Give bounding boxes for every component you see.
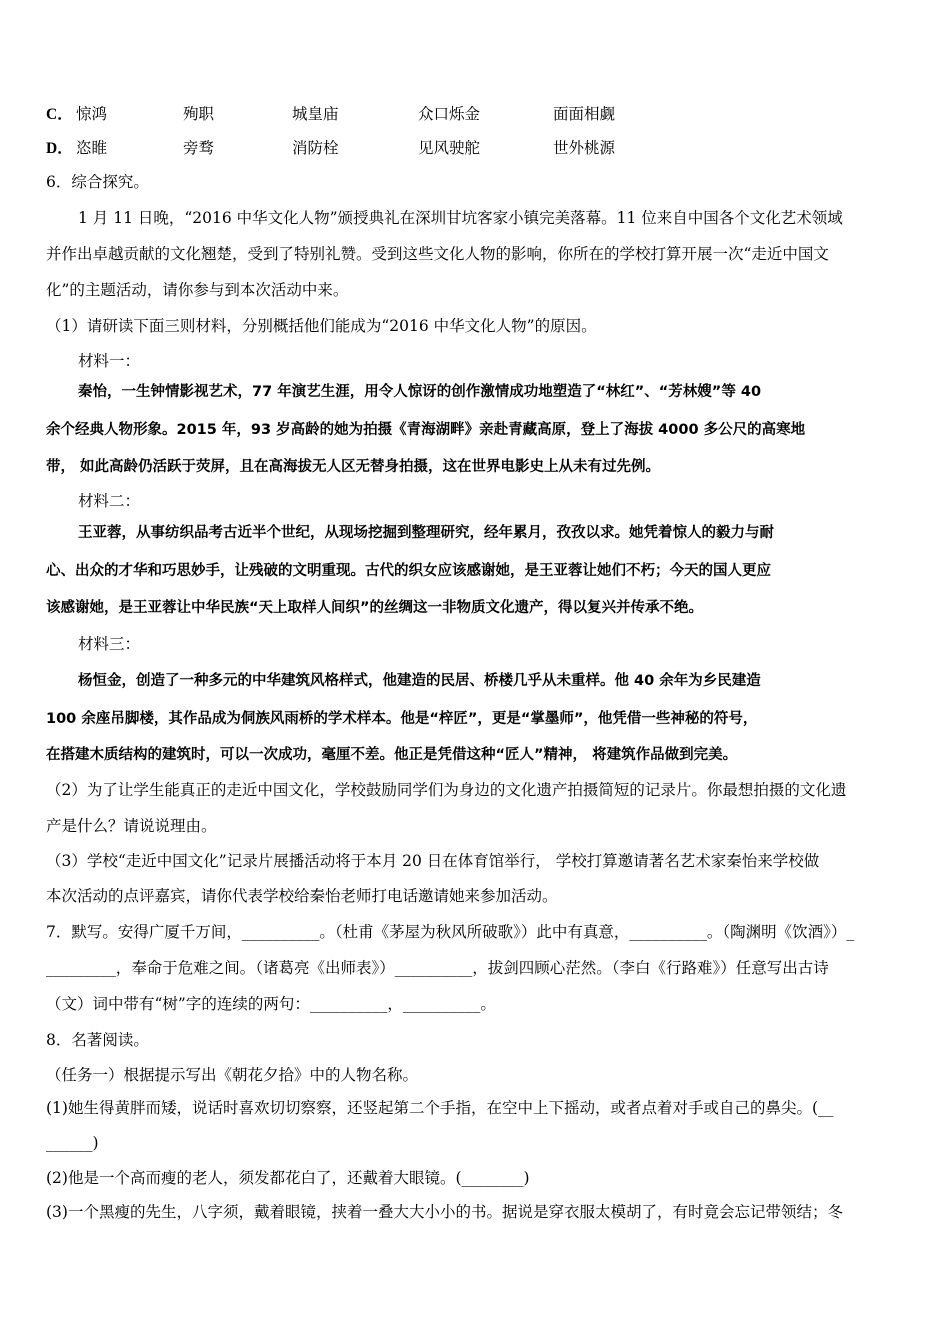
option-label: C． (46, 106, 73, 123)
question-title: 6．综合探究。 (46, 173, 149, 191)
material-2-title: 材料二： (78, 492, 141, 510)
fill-blank-line: （文）词中带有“树”字的连续的两句：__________，__________。 (46, 995, 496, 1013)
material-line: 心、出众的才华和巧思妙手，让残破的文明重现。古代的织女应该感谢她，是王亚蓉让她们不朽；今天的国人更应 (46, 563, 771, 579)
task-title: （任务一）根据提示写出《朝花夕拾》中的人物名称。 (46, 1066, 419, 1084)
option-word: 消防栓 (292, 139, 339, 157)
material-line: 王亚蓉，从事纺织品考古近半个世纪，从现场挖掘到整理研究，经年累月，孜孜以求。她凭着惊人的毅力与耐 (78, 525, 774, 541)
option-word: 惊鸿 (76, 105, 108, 123)
option-word: 见风驶舵 (418, 139, 481, 157)
material-line: 该感谢她，是王亚蓉让中华民族“天上取样人间织”的丝绸这一非物质文化遗产，得以复兴并传承不绝。 (46, 600, 704, 616)
fill-blank-line: 7．默写。安得广厦千万间，__________。（杜甫《茅屋为秋风所破歌》）此中有真意，__________。（陶渊明《饮酒》）_ (46, 923, 855, 941)
material-1-title: 材料一： (78, 352, 141, 370)
option-label: D． (46, 140, 73, 157)
option-word: 殉职 (183, 105, 215, 123)
material-3-title: 材料三： (78, 635, 141, 653)
material-line: 在搭建木质结构的建筑时，可以一次成功，毫厘不差。他正是凭借这种“匠人”精神， 将建筑作品做到完美。 (46, 747, 738, 763)
prompt-line: (3)一个黑瘦的先生，八字须，戴着眼镜，挟着一叠大大小小的书。据说是穿衣服太模胡了，有时竟会忘记带领结；冬 (46, 1203, 843, 1221)
sub-question-1: （1）请研读下面三则材料，分别概括他们能成为“2016 中华文化人物”的原因。 (46, 317, 597, 335)
option-word: 面面相觑 (553, 105, 616, 123)
prompt-line: (2)他是一个高而瘦的老人，须发都花白了，还戴着大眼镜。(________) (46, 1169, 530, 1187)
material-line: 带， 如此高龄仍活跃于荧屏，且在高海拔无人区无替身拍摄，这在世界电影史上从未有过先例。 (46, 459, 661, 475)
sub-question-2: 产是什么？请说说理由。 (46, 817, 217, 835)
option-word: 恣睢 (76, 139, 108, 157)
option-word: 旁骛 (183, 139, 215, 157)
prompt-line: ______) (46, 1134, 99, 1152)
material-line: 秦怡，一生钟情影视艺术，77 年演艺生涯，用令人惊讶的创作激情成功地塑造了“林红”、“芳林嫂”等 40 (78, 384, 762, 400)
material-line: 100 余座吊脚楼，其作品成为侗族风雨桥的学术样本。他是“梓匠”，更是“掌墨师”，他凭借一些神秘的符号， (46, 711, 758, 727)
option-word: 众口烁金 (418, 105, 481, 123)
option-word: 城皇庙 (292, 105, 339, 123)
paragraph-line: 化”的主题活动，请你参与到本次活动中来。 (46, 281, 349, 299)
option-word: 世外桃源 (553, 139, 616, 157)
paragraph-line: 1 月 11 日晚，“2016 中华文化人物”颁授典礼在深圳甘坑客家小镇完美落幕。11 位来自中国各个文化艺术领域 (78, 209, 843, 227)
fill-blank-line: _________，奉命于危难之间。（诸葛亮《出师表》）__________，拔剑四顾心茫然。（李白《行路难》）任意写出古诗 (46, 959, 829, 977)
material-line: 余个经典人物形象。2015 年，93 岁高龄的她为拍摄《青海湖畔》亲赴青藏高原，登上了海拔 4000 多公尺的高寒地 (46, 422, 806, 438)
sub-question-2: （2）为了让学生能真正的走近中国文化，学校鼓励同学们为身边的文化遗产拍摄简短的记录片。你最想拍摄的文化遗 (46, 781, 847, 799)
sub-question-3: 本次活动的点评嘉宾，请你代表学校给秦怡老师打电话邀请她来参加活动。 (46, 887, 558, 905)
paragraph-line: 并作出卓越贡献的文化翘楚，受到了特别礼赞。受到这些文化人物的影响，你所在的学校打算开展一次“走近中国文 (46, 245, 829, 263)
question-title: 8．名著阅读。 (46, 1031, 149, 1049)
material-line: 杨恒金，创造了一种多元的中华建筑风格样式，他建造的民居、桥楼几乎从未重样。他 40 余年为乡民建造 (78, 673, 761, 689)
prompt-line: (1)她生得黄胖而矮，说话时喜欢切切察察，还竖起第二个手指，在空中上下摇动，或者点着对手或自己的鼻尖。(__ (46, 1099, 834, 1117)
sub-question-3: （3）学校“走近中国文化”记录片展播活动将于本月 20 日在体育馆举行， 学校打算邀请著名艺术家秦怡来学校做 (46, 852, 820, 870)
